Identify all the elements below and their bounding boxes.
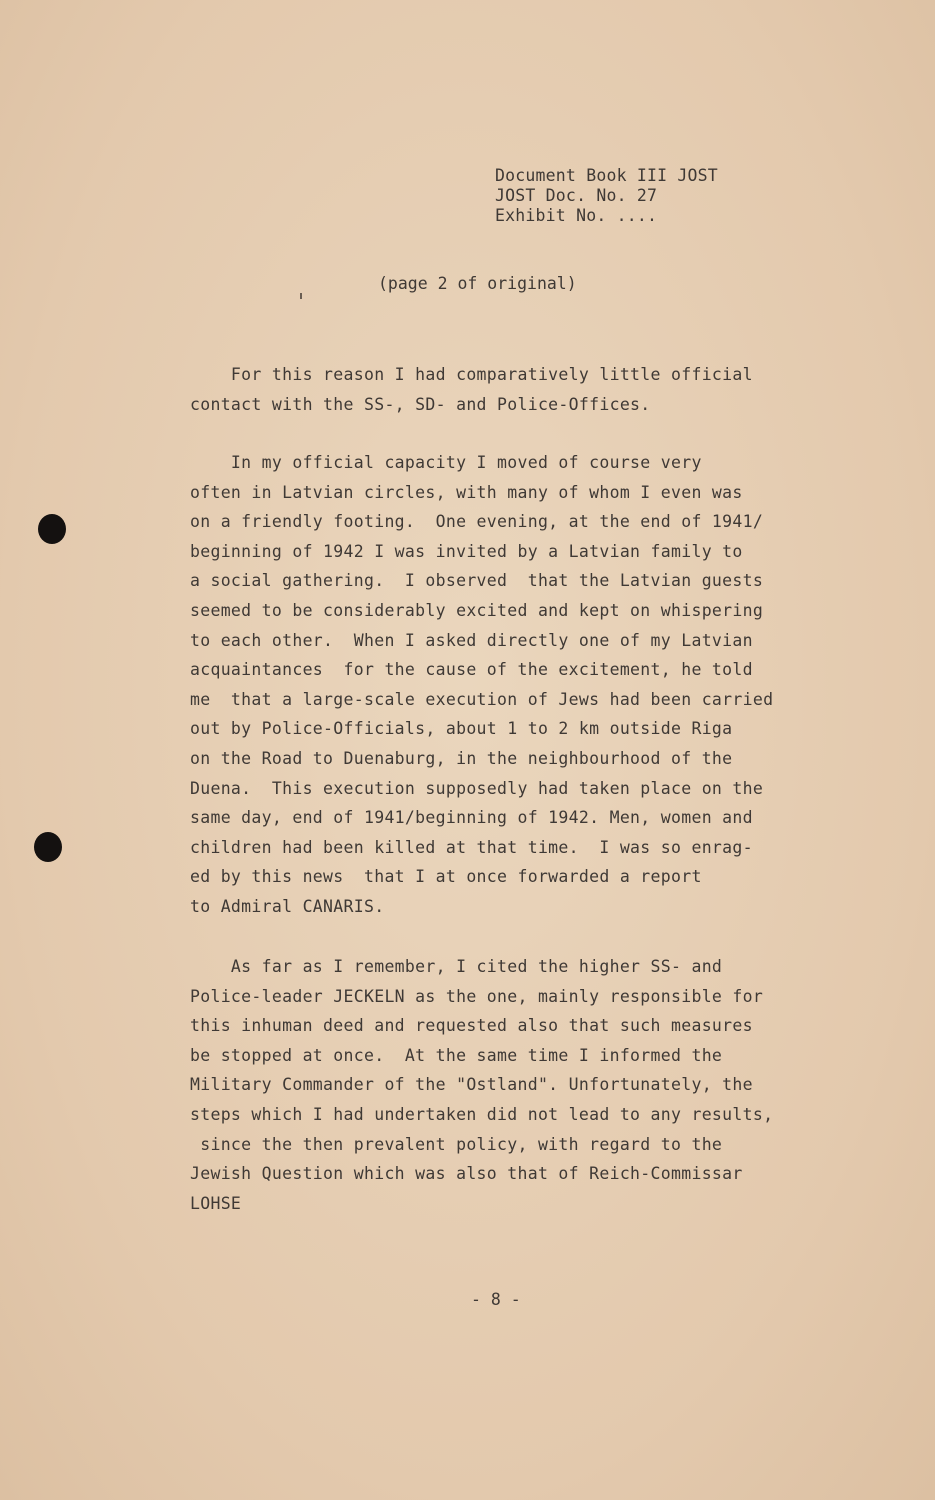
- text-line: acquaintances for the cause of the excitement, he told: [190, 660, 753, 680]
- text-line: to Admiral CANARIS.: [190, 896, 385, 916]
- text-line: Military Commander of the "Ostland". Unfortunately, the: [190, 1075, 753, 1095]
- text-line: As far as I remember, I cited the higher SS- and: [190, 957, 723, 976]
- original-page-reference: (page 2 of original): [378, 274, 577, 293]
- page-number: - 8 -: [471, 1290, 521, 1309]
- text-line: Jewish Question which was also that of Reich-Commissar: [190, 1164, 743, 1184]
- document-number-line: JOST Doc. No. 27: [495, 186, 658, 205]
- text-line: since the then prevalent policy, with regard to the: [190, 1134, 723, 1154]
- text-line: out by Police-Officials, about 1 to 2 km outside Riga: [190, 719, 733, 739]
- text-line: be stopped at once. At the same time I informed the: [190, 1045, 723, 1065]
- text-line: children had been killed at that time. I was so enrag-: [190, 837, 753, 857]
- text-line: Duena. This execution supposedly had taken place on the: [190, 778, 764, 798]
- document-book-line: Document Book III JOST: [495, 166, 718, 185]
- text-line: beginning of 1942 I was invited by a Latvian family to: [190, 541, 743, 561]
- document-header: [495, 166, 718, 226]
- paragraph-2: [190, 448, 870, 922]
- text-line: this inhuman deed and requested also that such measures: [190, 1016, 753, 1036]
- text-line: Police-leader JECKELN as the one, mainly responsible for: [190, 986, 764, 1006]
- text-line: on the Road to Duenaburg, in the neighbourhood of the: [190, 748, 733, 768]
- stray-mark: [300, 293, 302, 299]
- text-line: contact with the SS-, SD- and Police-Offices.: [190, 394, 651, 414]
- text-line: In my official capacity I moved of course very: [190, 453, 702, 472]
- text-line: same day, end of 1941/beginning of 1942. Men, women and: [190, 808, 753, 828]
- text-line: on a friendly footing. One evening, at the end of 1941/: [190, 512, 764, 532]
- punch-hole: [34, 832, 62, 862]
- text-line: often in Latvian circles, with many of whom I even was: [190, 482, 743, 502]
- text-line: a social gathering. I observed that the Latvian guests: [190, 571, 764, 591]
- paragraph-3: [190, 952, 870, 1218]
- text-line: steps which I had undertaken did not lead to any results,: [190, 1104, 774, 1124]
- text-line: to each other. When I asked directly one of my Latvian: [190, 630, 753, 650]
- text-line: me that a large-scale execution of Jews had been carried: [190, 689, 774, 709]
- text-line: seemed to be considerably excited and kept on whispering: [190, 600, 764, 620]
- exhibit-number-line: Exhibit No. ....: [495, 206, 658, 225]
- text-line: LOHSE: [190, 1193, 242, 1213]
- text-line: ed by this news that I at once forwarded a report: [190, 867, 702, 887]
- text-line: For this reason I had comparatively little official: [190, 365, 753, 384]
- punch-hole: [38, 514, 66, 544]
- paragraph-1: [190, 360, 870, 419]
